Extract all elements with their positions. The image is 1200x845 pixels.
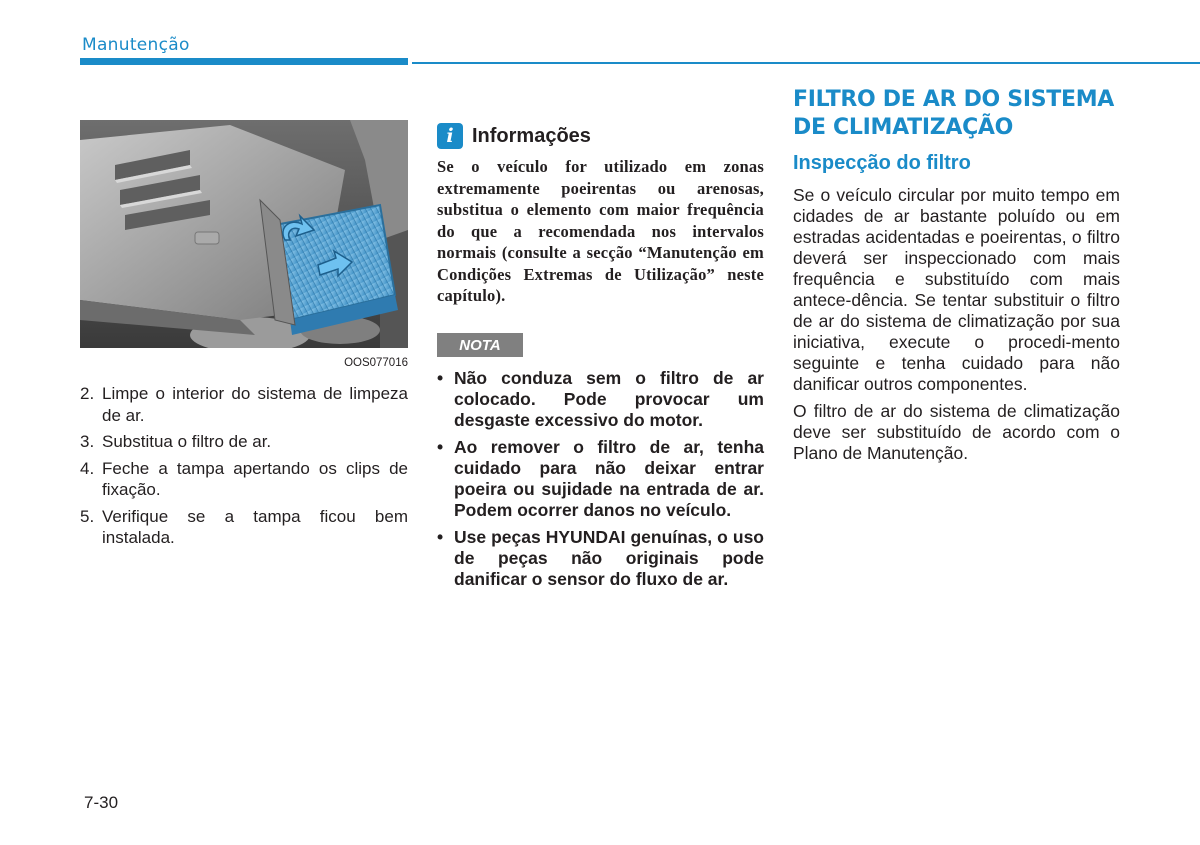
- section-body: [793, 185, 1120, 470]
- figure-code: OOS077016: [344, 357, 408, 369]
- page-number: 7-30: [84, 793, 119, 812]
- info-header: [437, 123, 591, 149]
- steps-list: [80, 383, 408, 554]
- nota-badge: NOTA: [437, 333, 523, 357]
- air-filter-photo: [80, 120, 408, 348]
- subsection-title: Inspecção do filtro: [793, 152, 971, 174]
- list-item: 5. Verifique se a tampa ficou bem instalada.: [80, 506, 408, 547]
- header-rule-thin: [412, 62, 1200, 64]
- list-item: • Use peças HYUNDAI genuínas, o uso de peças não originais pode danificar o sensor do fluxo de ar.: [437, 527, 764, 589]
- section-title: FILTRO DE AR DO SISTEMA DE CLIMATIZAÇÃO: [793, 87, 1115, 140]
- list-item: • Não conduza sem o filtro de ar colocado. Pode provocar um desgaste excessivo do motor.: [437, 368, 764, 430]
- running-header: Manutenção: [82, 35, 190, 55]
- info-text: Se o veículo for utilizado em zonas extremamente poeirentas ou arenosas, substitua o elemento com maior frequência do que a recomendada nos intervalos normais (consulte a secção “Manutenção em Condições Extremas de Utilização” neste capítulo).: [437, 157, 764, 305]
- list-item: 4. Feche a tampa apertando os clips de fixação.: [80, 458, 408, 499]
- header-rule-thick: [80, 58, 408, 65]
- nota-list: [437, 368, 764, 596]
- list-item: 3. Substitua o filtro de ar.: [80, 432, 272, 451]
- info-title: Informações: [472, 124, 591, 147]
- bullet-icon: •: [437, 527, 444, 547]
- paragraph: O filtro de ar do sistema de climatização deve ser substituído de acordo com o Plano de Manutenção.: [793, 401, 1120, 463]
- bullet-icon: •: [437, 368, 444, 388]
- info-icon: i: [437, 123, 463, 149]
- paragraph: Se o veículo circular por muito tempo em cidades de ar bastante poluído ou em estradas acidentadas e poeirentas, o filtro deverá ser inspeccionado com mais frequência e substituído com mais antece-dência. Se tentar substituir o filtro de ar do sistema de climatização por sua iniciativa, execute o procedi-mento seguinte e tenha cuidado para não danificar outros componentes.: [793, 185, 1120, 394]
- list-item: 2. Limpe o interior do sistema de limpeza de ar.: [80, 384, 408, 425]
- bullet-icon: •: [437, 437, 444, 457]
- list-item: • Ao remover o filtro de ar, tenha cuidado para não deixar entrar poeira ou sujidade na entrada de ar. Podem ocorrer danos no veículo.: [437, 437, 764, 520]
